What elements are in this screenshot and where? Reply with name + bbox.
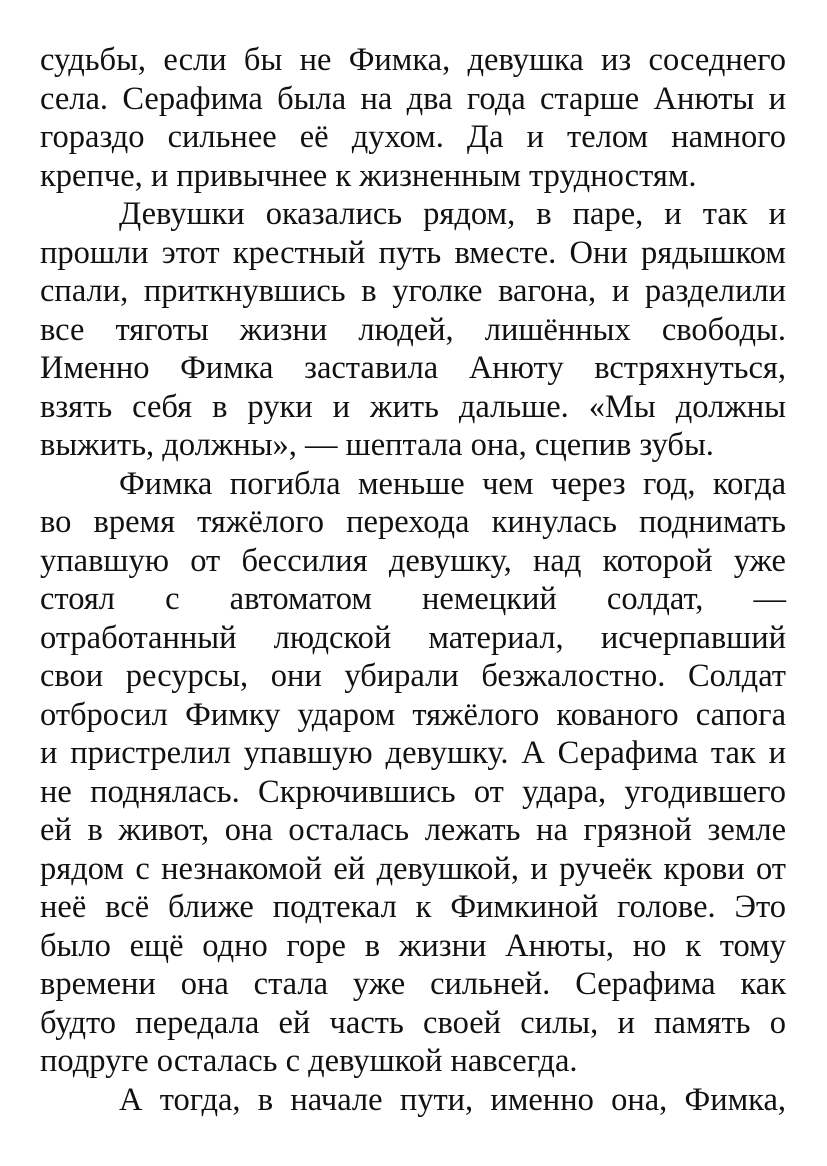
text-line: выжить, должны», — шептала она, сцепив зубы. — [40, 427, 714, 463]
text-line: было ещё одно горе в жизни Анюты, но к тому — [40, 927, 786, 964]
paragraph — [40, 1081, 786, 1120]
text-line: стоял с автоматом немецкий солдат, — — [40, 581, 786, 617]
text-line: свои ресурсы, они убирали безжалостно. Солдат — [40, 658, 786, 694]
text-line: не поднялась. Скрючившись от удара, угодившего — [40, 773, 786, 810]
text-line: спали, приткнувшись в уголке вагона, и разделили — [40, 273, 786, 309]
text-line: упавшую от бессилия девушку, над которой уже — [40, 542, 786, 579]
text-line: села. Серафима была на два года старше Анюты и — [40, 80, 786, 117]
text-line: Именно Фимка заставила Анюту встряхнуться, — [40, 350, 786, 386]
text-line: гораздо сильнее её духом. Да и телом намного — [40, 119, 786, 155]
text-line: неё всё ближе подтекал к Фимкиной голове. Это — [40, 889, 786, 925]
text-line: рядом с незнакомой ей девушкой, и ручеёк крови от — [40, 850, 786, 887]
paragraph — [40, 195, 786, 465]
text-line: отбросил Фимку ударом тяжёлого кованого сапога — [40, 696, 786, 733]
text-line: Девушки оказались рядом, в паре, и так и — [119, 196, 786, 232]
text-line: взять себя в руки и жить дальше. «Мы должны — [40, 388, 786, 425]
text-line: прошли этот крестный путь вместе. Они рядышком — [40, 234, 786, 271]
text-line: крепче, и привычнее к жизненным трудностям. — [40, 157, 697, 194]
text-line: А тогда, в начале пути, именно она, Фимка, — [119, 1081, 786, 1118]
text-line: и пристрелил упавшую девушку. А Серафима так и — [40, 735, 786, 771]
text-line: судьбы, если бы не Фимка, девушка из соседнего — [40, 42, 786, 78]
text-line: подруге осталась с девушкой навсегда. — [40, 1043, 578, 1079]
text-line: все тяготы жизни людей, лишённых свободы. — [40, 311, 786, 348]
text-line: ей в живот, она осталась лежать на грязной земле — [40, 812, 786, 848]
paragraph — [40, 465, 786, 1081]
text-line: отработанный людской материал, исчерпавший — [40, 619, 786, 656]
text-line: будто передала ей часть своей силы, и память о — [40, 1004, 786, 1041]
text-line: во время тяжёлого перехода кинулась поднимать — [40, 504, 786, 540]
text-line: Фимка погибла меньше чем через год, когда — [119, 465, 786, 502]
paragraph — [40, 41, 786, 195]
text-line: времени она стала уже сильней. Серафима как — [40, 966, 786, 1002]
document-page — [40, 41, 786, 1119]
